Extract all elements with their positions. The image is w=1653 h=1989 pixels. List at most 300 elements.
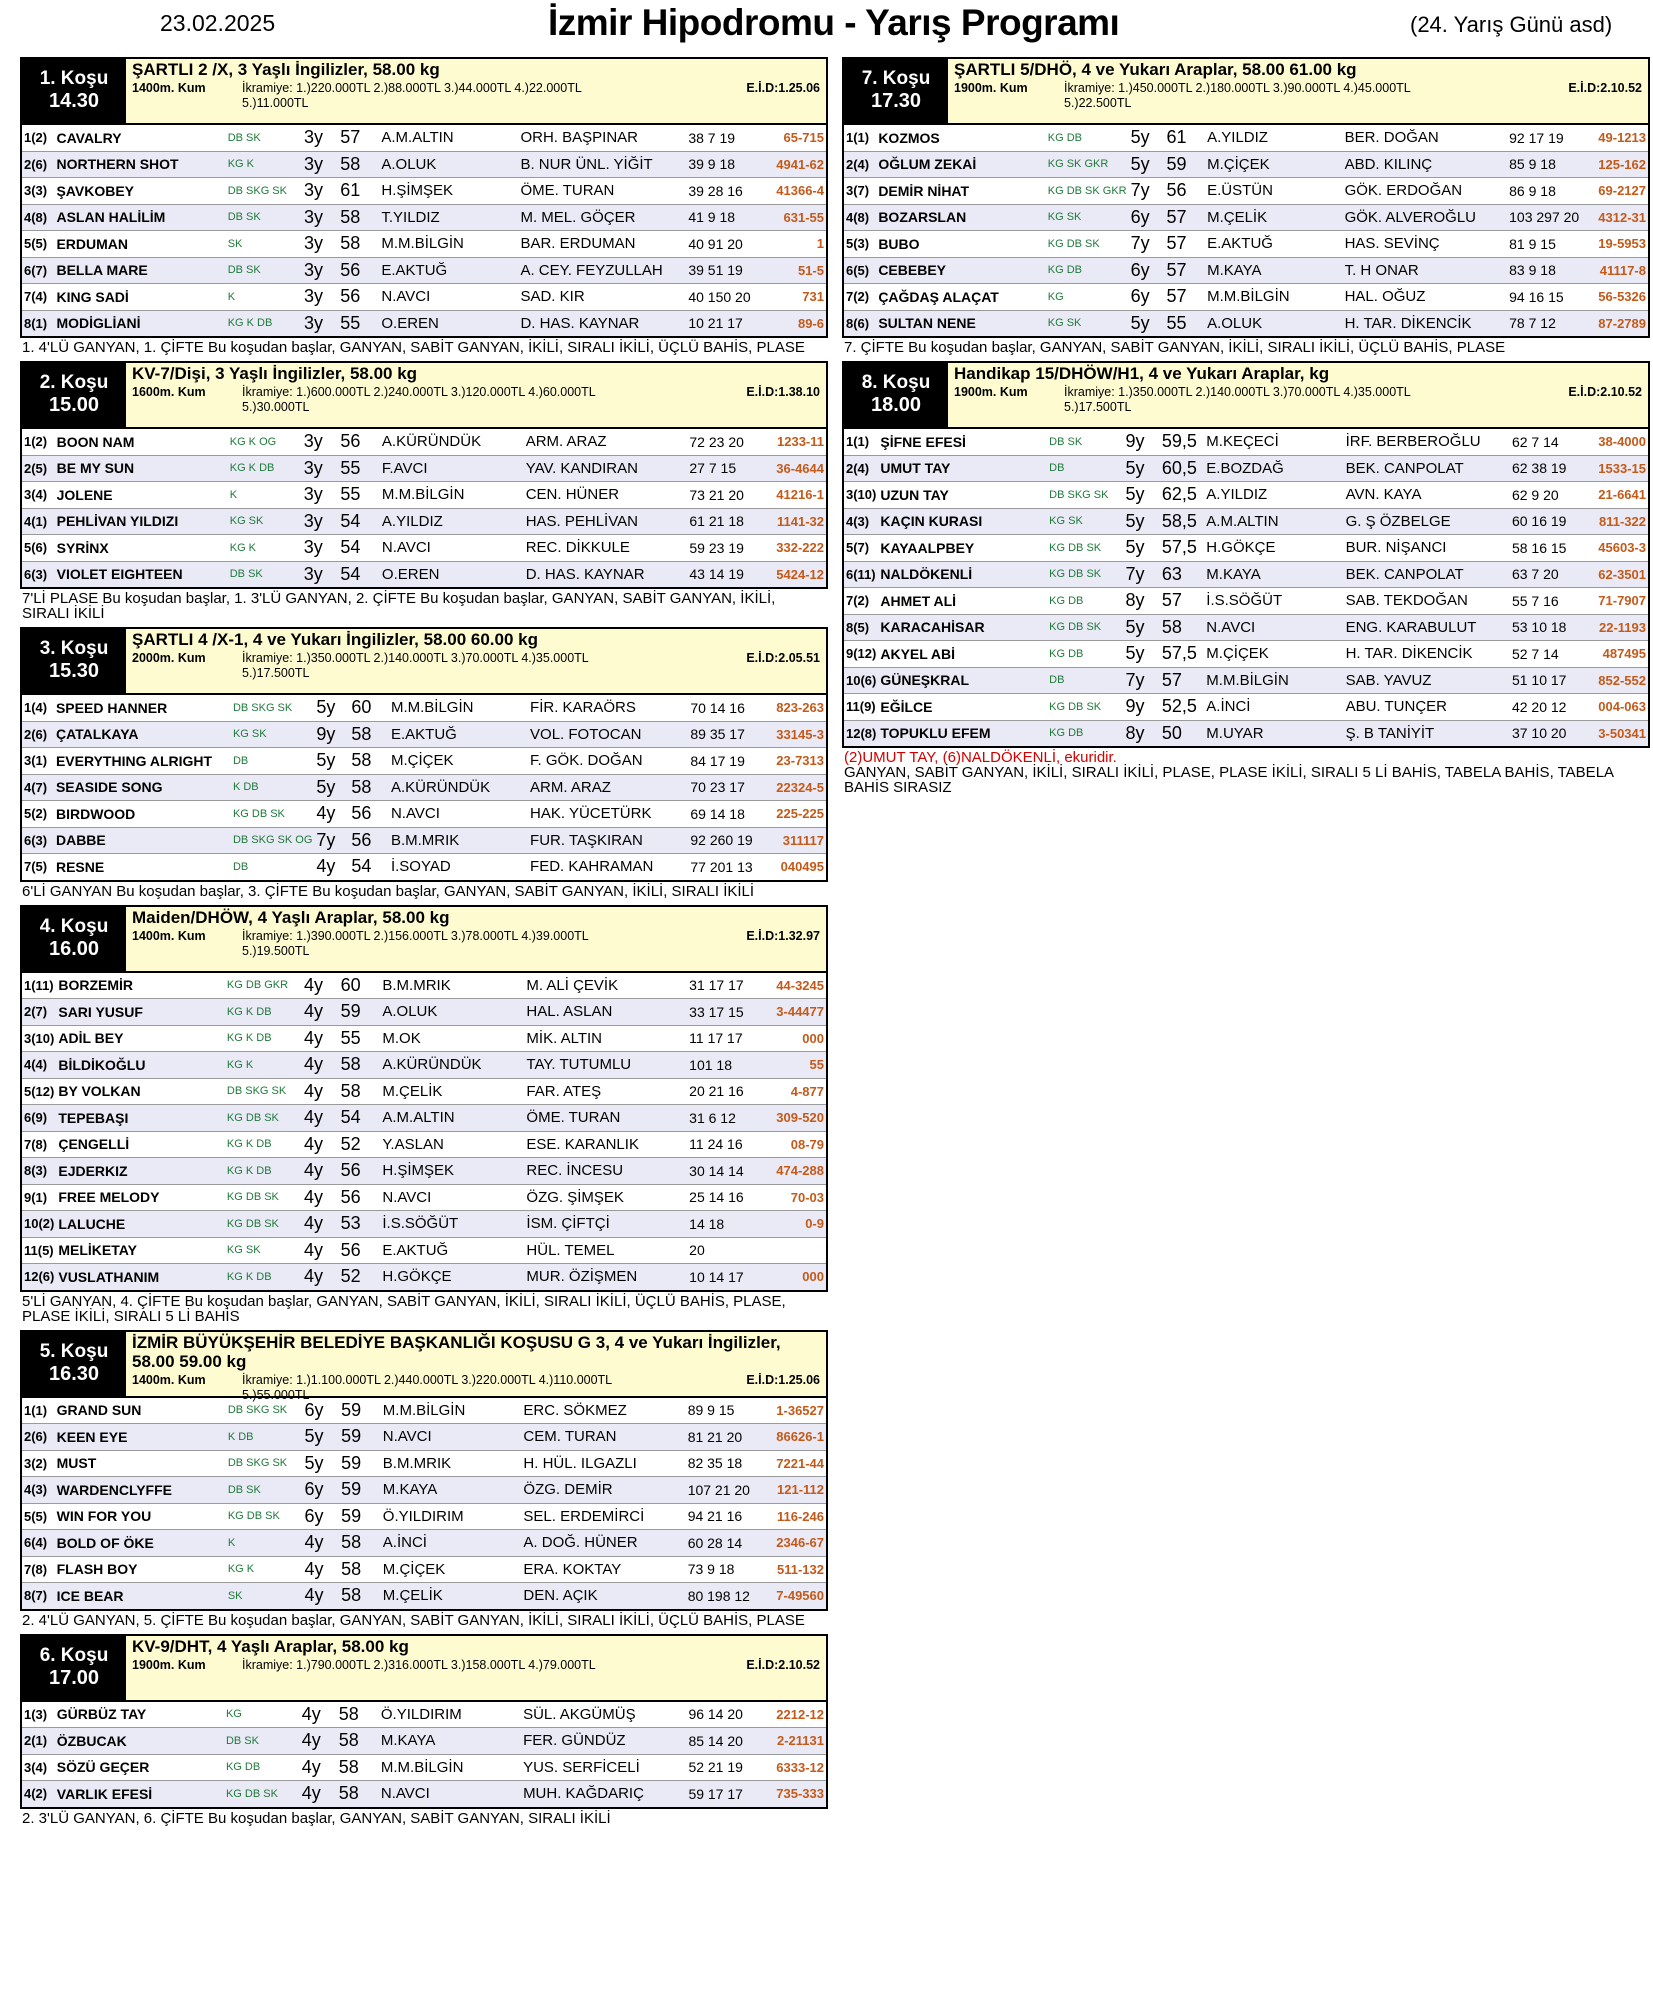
jockey: M.ÇELİK — [381, 1583, 522, 1610]
horse-age: 5y — [314, 695, 349, 721]
runner-row — [21, 854, 827, 881]
race-info — [126, 59, 826, 123]
horse-age: 3y — [302, 257, 338, 284]
horse-name: MUST — [55, 1450, 226, 1477]
runner-number: 6(3) — [21, 561, 55, 588]
horse-name: UZUN TAY — [878, 482, 1047, 509]
runners-table — [20, 125, 828, 338]
jockey: B.M.MRIK — [381, 1450, 522, 1477]
runner-row — [21, 151, 827, 178]
equipment: KG — [224, 1702, 300, 1728]
stats: 55 7 16 — [1510, 588, 1596, 615]
horse-name: ÇAĞDAŞ ALAÇAT — [876, 284, 1045, 311]
trainer: ÖME. TURAN — [524, 1105, 687, 1132]
race-number-box — [22, 907, 126, 971]
runners-table — [20, 429, 828, 589]
stats: 11 24 16 — [687, 1131, 774, 1158]
race-distance: 1400m. Kum — [132, 81, 206, 95]
runner-number: 1(11) — [21, 973, 56, 999]
runner-row — [21, 1237, 827, 1264]
weight: 57 — [1164, 204, 1205, 231]
form: 71-7907 — [1596, 588, 1649, 615]
weight: 58 — [338, 204, 379, 231]
horse-age: 4y — [300, 1781, 337, 1808]
trainer: T. H ONAR — [1343, 257, 1508, 284]
runner-row — [843, 482, 1649, 509]
equipment: K DB — [231, 774, 314, 801]
form: 51-5 — [774, 257, 827, 284]
runner-number: 7(4) — [21, 284, 54, 311]
equipment: KG DB SK — [225, 1211, 302, 1238]
trainer: ABD. KILINÇ — [1343, 151, 1508, 178]
race-prize: İkramiye: 1.)390.000TL 2.)156.000TL 3.)78.000TL 4.)39.000TL — [242, 928, 589, 943]
runner-row — [843, 455, 1649, 482]
jockey: N.AVCI — [380, 535, 524, 562]
stats: 39 9 18 — [686, 151, 774, 178]
equipment: KG DB SK — [231, 801, 314, 828]
weight: 58 — [349, 721, 389, 748]
horse-name: EVERYTHING ALRIGHT — [54, 748, 231, 775]
runner-number: 1(3) — [21, 1702, 55, 1728]
runner-row — [21, 1503, 827, 1530]
weight: 58 — [338, 151, 379, 178]
weight: 57 — [1164, 231, 1205, 258]
trainer: SÜL. AKGÜMÜŞ — [521, 1702, 686, 1728]
horse-name: ŞİFNE EFESİ — [878, 429, 1047, 455]
horse-name: SARI YUSUF — [56, 999, 225, 1026]
form: 4312-31 — [1596, 204, 1649, 231]
runner-row — [21, 1754, 827, 1781]
trainer: D. HAS. KAYNAR — [524, 561, 688, 588]
race-note-warning: (2)UMUT TAY, (6)NALDÖKENLİ, ekuridir. — [844, 749, 1117, 766]
form: 474-288 — [774, 1158, 827, 1185]
horse-age: 4y — [302, 1158, 339, 1185]
race-header — [842, 361, 1650, 429]
form: 4-877 — [774, 1078, 827, 1105]
stats: 103 297 20 — [1507, 204, 1596, 231]
form: 56-5326 — [1596, 284, 1649, 311]
horse-age: 4y — [302, 999, 339, 1026]
trainer: GÖK. ERDOĞAN — [1343, 178, 1508, 205]
runner-row — [21, 178, 827, 205]
jockey: A.YILDIZ — [1205, 125, 1342, 151]
runner-number: 5(7) — [843, 535, 878, 562]
horse-age: 4y — [303, 1556, 340, 1583]
trainer: G. Ş ÖZBELGE — [1344, 508, 1510, 535]
weight: 59 — [339, 999, 381, 1026]
trainer: TAY. TUTUMLU — [524, 1052, 687, 1079]
equipment: KG DB SK — [1047, 614, 1123, 641]
horse-name: KOZMOS — [876, 125, 1045, 151]
runner-number: 5(6) — [21, 535, 55, 562]
trainer: BAR. ERDUMAN — [518, 231, 686, 258]
race-time: 16.30 — [48, 1362, 100, 1385]
form: 511-132 — [774, 1556, 827, 1583]
runner-row — [843, 641, 1649, 668]
weight: 53 — [339, 1211, 381, 1238]
stats: 61 21 18 — [687, 508, 774, 535]
race-time: 15.00 — [48, 394, 100, 416]
horse-age: 3y — [302, 429, 339, 455]
jockey: E.BOZDAĞ — [1204, 455, 1343, 482]
weight: 59,5 — [1160, 429, 1204, 455]
runner-row — [843, 535, 1649, 562]
form: 631-55 — [774, 204, 827, 231]
runner-number: 3(7) — [843, 178, 876, 205]
horse-age: 8y — [1124, 720, 1160, 747]
equipment: KG K — [228, 535, 302, 562]
jockey: M.ÇELİK — [1205, 204, 1342, 231]
form: 22324-5 — [774, 774, 827, 801]
horse-age: 4y — [302, 1105, 339, 1132]
jockey: A.KÜRÜNDÜK — [380, 1052, 524, 1079]
trainer: ÖME. TURAN — [518, 178, 686, 205]
stats: 73 21 20 — [687, 482, 774, 509]
trainer: BEK. CANPOLAT — [1344, 455, 1510, 482]
runner-row — [21, 508, 827, 535]
stats: 83 9 18 — [1507, 257, 1596, 284]
runner-number: 6(4) — [21, 1530, 55, 1557]
jockey: M.ÇİÇEK — [389, 748, 528, 775]
runner-number: 3(3) — [21, 178, 54, 205]
race-prize: İkramiye: 1.)350.000TL 2.)140.000TL 3.)70.000TL 4.)35.000TL — [242, 651, 589, 665]
equipment: DB SK — [224, 1728, 300, 1755]
equipment: KG DB SK — [225, 1105, 302, 1132]
form: 69-2127 — [1596, 178, 1649, 205]
equipment: KG K DB — [228, 455, 302, 482]
race-block — [20, 57, 828, 359]
race-prize: İkramiye: 1.)790.000TL 2.)316.000TL 3.)158.000TL 4.)79.000TL — [242, 1657, 596, 1672]
race-distance: 1900m. Kum — [132, 1657, 206, 1672]
horse-name: BOLD OF ÖKE — [55, 1530, 226, 1557]
form: 62-3501 — [1596, 561, 1649, 588]
weight: 60 — [339, 973, 381, 999]
race-note-text: 5'Lİ GANYAN, 4. ÇİFTE Bu koşudan başlar, GANYAN, SABİT GANYAN, İKİLİ, SIRALI İKİLİ, ÜÇLÜ BAHİS, PLASE, PLASE İKİLİ, SIRALI 5 Lİ BAHİS — [22, 1292, 786, 1325]
race-block — [20, 627, 828, 903]
horse-age: 4y — [314, 854, 349, 881]
weight: 57,5 — [1160, 641, 1204, 668]
race-info — [948, 363, 1648, 427]
horse-age: 6y — [1129, 284, 1165, 311]
stats: 62 7 14 — [1510, 429, 1596, 455]
trainer: YUS. SERFİCELİ — [521, 1754, 686, 1781]
trainer: YAV. KANDIRAN — [524, 455, 688, 482]
trainer: VOL. FOTOCAN — [528, 721, 688, 748]
runner-number: 12(8) — [843, 720, 878, 747]
runner-number: 5(5) — [21, 1503, 55, 1530]
equipment: KG DB — [1047, 720, 1123, 747]
jockey: A.YILDIZ — [1204, 482, 1343, 509]
runner-row — [21, 1556, 827, 1583]
jockey: Y.ASLAN — [380, 1131, 524, 1158]
jockey: M.M.BİLGİN — [1204, 667, 1343, 694]
stats: 51 10 17 — [1510, 667, 1596, 694]
horse-age: 3y — [302, 310, 338, 337]
trainer: B. NUR ÜNL. YİĞİT — [518, 151, 686, 178]
race-distance: 1900m. Kum — [954, 81, 1028, 95]
runner-row — [21, 1264, 827, 1291]
runner-row — [21, 801, 827, 828]
jockey: A.M.ALTIN — [1204, 508, 1343, 535]
trainer: H. HÜL. ILGAZLI — [521, 1450, 685, 1477]
stats: 85 9 18 — [1507, 151, 1596, 178]
trainer: İSM. ÇİFTÇİ — [524, 1211, 687, 1238]
jockey: M.M.BİLGİN — [381, 1398, 522, 1424]
form: 86626-1 — [774, 1424, 827, 1451]
equipment: DB SK — [226, 257, 302, 284]
trainer: ENG. KARABULUT — [1344, 614, 1510, 641]
race-number: 6. Koşu — [39, 1644, 109, 1666]
weight: 60,5 — [1160, 455, 1204, 482]
form: 41216-1 — [774, 482, 827, 509]
horse-age: 3y — [302, 178, 338, 205]
race-details — [132, 929, 820, 944]
jockey: E.AKTUĞ — [389, 721, 528, 748]
runner-row — [843, 614, 1649, 641]
equipment: DB SKG SK — [226, 178, 302, 205]
runner-row — [843, 310, 1649, 337]
weight: 58,5 — [1160, 508, 1204, 535]
race-note-text: GANYAN, SABİT GANYAN, İKİLİ, SIRALI İKİLİ, PLASE, PLASE İKİLİ, SIRALI 5 Lİ BAHİS, TABELA BAHİS, TABELA BAHİS SIRASIZ — [844, 764, 1614, 796]
jockey: O.EREN — [380, 561, 524, 588]
trainer: FED. KAHRAMAN — [528, 854, 688, 881]
horse-name: AKYEL ABİ — [878, 641, 1047, 668]
equipment: KG DB SK — [1047, 535, 1123, 562]
race-note-text: 2. 3'LÜ GANYAN, 6. ÇİFTE Bu koşudan başlar, GANYAN, SABİT GANYAN, SIRALI İKİLİ — [22, 1809, 611, 1827]
race-note-text: 2. 4'LÜ GANYAN, 5. ÇİFTE Bu koşudan başlar, GANYAN, SABİT GANYAN, İKİLİ, SIRALI İKİLİ, ÜÇLÜ BAHİS, PLASE — [22, 1611, 805, 1629]
stats: 81 9 15 — [1507, 231, 1596, 258]
stats: 63 7 20 — [1510, 561, 1596, 588]
trainer: HAS. PEHLİVAN — [524, 508, 688, 535]
jockey: B.M.MRIK — [389, 827, 528, 854]
stats: 40 150 20 — [686, 284, 774, 311]
form: 823-263 — [774, 695, 827, 721]
jockey: Ö.YILDIRIM — [379, 1702, 521, 1728]
race-note-text: 6'Lİ GANYAN Bu koşudan başlar, 3. ÇİFTE Bu koşudan başlar, GANYAN, SABİT GANYAN, İKİLİ, SIRALI İKİLİ — [22, 882, 755, 900]
runner-number: 11(9) — [843, 694, 878, 721]
race-note-text: 7. ÇİFTE Bu koşudan başlar, GANYAN, SABİT GANYAN, İKİLİ, SIRALI İKİLİ, ÜÇLÜ BAHİS, PLASE — [844, 339, 1506, 356]
form: 36-4644 — [774, 455, 827, 482]
jockey: O.EREN — [379, 310, 518, 337]
race-distance: 1600m. Kum — [132, 385, 206, 399]
horse-name: TEPEBAŞI — [56, 1105, 225, 1132]
form: 332-222 — [774, 535, 827, 562]
header-date: 23.02.2025 — [160, 10, 276, 36]
horse-name: BOZARSLAN — [876, 204, 1045, 231]
horse-age: 5y — [314, 774, 349, 801]
horse-name: BY VOLKAN — [56, 1078, 225, 1105]
horse-age: 4y — [302, 973, 339, 999]
stats: 60 28 14 — [686, 1530, 775, 1557]
runner-number: 6(11) — [843, 561, 878, 588]
race-number-box — [22, 1332, 126, 1396]
horse-name: RESNE — [54, 854, 231, 881]
weight: 55 — [339, 1025, 381, 1052]
stats: 33 17 15 — [687, 999, 774, 1026]
race-title: ŞARTLI 5/DHÖ, 4 ve Yukarı Araplar, 58.00 61.00 kg — [954, 60, 1357, 79]
form: 22-1193 — [1596, 614, 1649, 641]
horse-name: MELİKETAY — [56, 1237, 225, 1264]
form: 49-1213 — [1596, 125, 1649, 151]
trainer: FUR. TAŞKIRAN — [528, 827, 688, 854]
form: 33145-3 — [774, 721, 827, 748]
left-column — [20, 57, 828, 1832]
equipment: SK — [226, 231, 302, 258]
race-header — [20, 361, 828, 429]
trainer: SAB. TEKDOĞAN — [1344, 588, 1510, 615]
runner-row — [21, 455, 827, 482]
weight: 58 — [339, 1052, 381, 1079]
runner-row — [21, 1078, 827, 1105]
runner-number: 11(5) — [21, 1237, 56, 1264]
form: 309-520 — [774, 1105, 827, 1132]
weight: 52 — [339, 1264, 381, 1291]
horse-age: 3y — [302, 231, 338, 258]
jockey: M.KAYA — [1205, 257, 1342, 284]
horse-name: FREE MELODY — [56, 1184, 225, 1211]
horse-age: 6y — [1129, 257, 1165, 284]
stats: 31 17 17 — [687, 973, 774, 999]
jockey: A.İNCİ — [1204, 694, 1343, 721]
race-note-text: 7'Lİ PLASE Bu koşudan başlar, 1. 3'LÜ GANYAN, 2. ÇİFTE Bu koşudan başlar, GANYAN, SABİT GANYAN, İKİLİ, SIRALI İKİLİ — [22, 590, 776, 622]
weight: 56 — [349, 827, 389, 854]
runner-number: 7(8) — [21, 1556, 55, 1583]
race-number: 2. Koşu — [39, 372, 109, 393]
horse-name: BELLA MARE — [54, 257, 225, 284]
runner-row — [21, 999, 827, 1026]
horse-name: AHMET ALİ — [878, 588, 1047, 615]
jockey: A.OLUK — [1205, 310, 1342, 337]
horse-age: 6y — [303, 1398, 340, 1424]
jockey: M.KEÇECİ — [1204, 429, 1343, 455]
stats: 96 14 20 — [686, 1702, 774, 1728]
stats: 59 17 17 — [686, 1781, 774, 1808]
runner-number: 6(5) — [843, 257, 876, 284]
equipment: DB — [231, 854, 314, 881]
jockey: N.AVCI — [379, 1781, 521, 1808]
trainer: ARM. ARAZ — [528, 774, 688, 801]
trainer: HÜL. TEMEL — [524, 1237, 687, 1264]
race-time: 17.00 — [48, 1666, 100, 1689]
trainer: M. ALİ ÇEVİK — [524, 973, 687, 999]
equipment: KG SK — [1046, 204, 1129, 231]
runner-number: 6(3) — [21, 827, 54, 854]
weight: 54 — [338, 508, 380, 535]
form: 125-162 — [1596, 151, 1649, 178]
form: 1-36527 — [774, 1398, 827, 1424]
horse-name: WIN FOR YOU — [55, 1503, 226, 1530]
jockey: M.M.BİLGİN — [380, 482, 524, 509]
trainer: ORH. BAŞPINAR — [518, 125, 686, 151]
weight: 52 — [339, 1131, 381, 1158]
jockey: İ.SOYAD — [389, 854, 528, 881]
weight: 54 — [349, 854, 389, 881]
form: 040495 — [774, 854, 827, 881]
equipment: KG SK — [225, 1237, 302, 1264]
runner-row — [21, 284, 827, 311]
stats: 92 260 19 — [688, 827, 774, 854]
weight: 57 — [338, 125, 379, 151]
runner-row — [21, 1424, 827, 1451]
race-details — [132, 385, 820, 400]
race-note — [20, 589, 828, 625]
trainer: HAL. ASLAN — [524, 999, 687, 1026]
stats: 10 21 17 — [686, 310, 774, 337]
weight: 62,5 — [1160, 482, 1204, 509]
equipment: KG SK — [231, 721, 314, 748]
race-time: 16.00 — [48, 937, 100, 960]
form: 311117 — [774, 827, 827, 854]
stats: 70 23 17 — [688, 774, 774, 801]
horse-name: NORTHERN SHOT — [54, 151, 225, 178]
stats: 53 10 18 — [1510, 614, 1596, 641]
jockey: M.M.BİLGİN — [379, 1754, 521, 1781]
page-title: İzmir Hipodromu - Yarış Programı — [548, 2, 1120, 43]
stats: 62 38 19 — [1510, 455, 1596, 482]
stats: 62 9 20 — [1510, 482, 1596, 509]
weight: 59 — [339, 1398, 381, 1424]
horse-age: 4y — [302, 1237, 339, 1264]
horse-age: 3y — [302, 482, 339, 509]
jockey: M.ÇİÇEK — [381, 1556, 522, 1583]
runner-row — [843, 667, 1649, 694]
stats: 30 14 14 — [687, 1158, 774, 1185]
stats: 11 17 17 — [687, 1025, 774, 1052]
weight: 58 — [337, 1702, 379, 1728]
stats: 81 21 20 — [686, 1424, 775, 1451]
horse-name: ŞAVKOBEY — [54, 178, 225, 205]
trainer: ARM. ARAZ — [524, 429, 688, 455]
weight: 59 — [1164, 151, 1205, 178]
race-prize: İkramiye: 1.)350.000TL 2.)140.000TL 3.)70.000TL 4.)35.000TL — [1064, 385, 1411, 399]
form: 121-112 — [774, 1477, 827, 1504]
race-prize-5th: 5.)22.500TL — [1064, 96, 1132, 110]
race-eid: E.İ.D:1.25.06 — [746, 81, 820, 95]
weight: 58 — [338, 231, 379, 258]
equipment: KG K DB — [225, 1025, 302, 1052]
horse-name: BUBO — [876, 231, 1045, 258]
horse-name: KARACAHİSAR — [878, 614, 1047, 641]
form: 7221-44 — [774, 1450, 827, 1477]
stats: 39 51 19 — [686, 257, 774, 284]
race-distance: 1900m. Kum — [954, 385, 1028, 399]
weight: 61 — [1164, 125, 1205, 151]
horse-age: 3y — [302, 284, 338, 311]
race-title: KV-9/DHT, 4 Yaşlı Araplar, 58.00 kg — [132, 1636, 409, 1656]
horse-name: GRAND SUN — [55, 1398, 226, 1424]
race-block — [20, 905, 828, 1328]
horse-name: ADİL BEY — [56, 1025, 225, 1052]
weight: 59 — [339, 1424, 381, 1451]
horse-name: DEMİR NİHAT — [876, 178, 1045, 205]
equipment: KG SK — [1047, 508, 1123, 535]
equipment: KG DB — [1046, 125, 1129, 151]
equipment: DB SKG SK OG — [231, 827, 314, 854]
horse-age: 5y — [303, 1450, 340, 1477]
trainer: SAB. YAVUZ — [1344, 667, 1510, 694]
jockey: H.GÖKÇE — [1204, 535, 1343, 562]
equipment: DB SKG SK — [1047, 482, 1123, 509]
weight: 58 — [337, 1728, 379, 1755]
horse-age: 9y — [314, 721, 349, 748]
runner-number: 1(2) — [21, 429, 55, 455]
weight: 56 — [338, 429, 380, 455]
stats: 52 21 19 — [686, 1754, 774, 1781]
race-number-box — [844, 59, 948, 123]
jockey: M.KAYA — [379, 1728, 521, 1755]
runner-row — [21, 429, 827, 455]
horse-age: 5y — [1129, 151, 1165, 178]
